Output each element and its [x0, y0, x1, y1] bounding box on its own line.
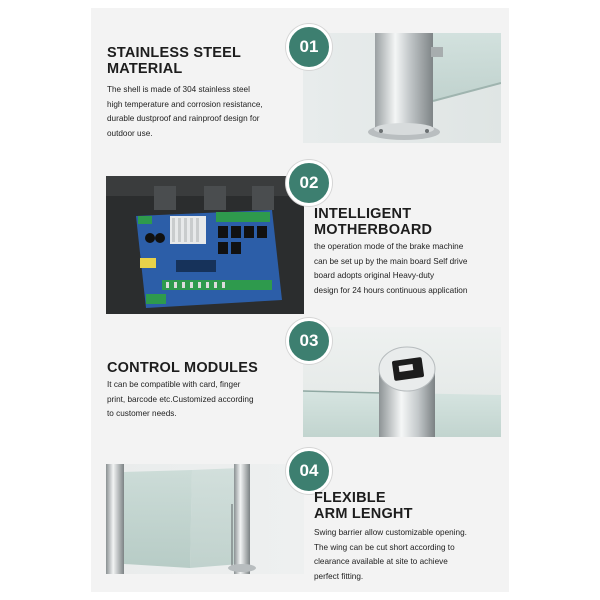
section-2-title	[314, 206, 432, 238]
section-1-desc-line: durable dustproof and rainproof design for	[107, 114, 260, 123]
section-4-number-badge: 04	[286, 448, 332, 494]
section-4-title-line1: FLEXIBLE	[314, 490, 386, 506]
section-1-desc-line: outdoor use.	[107, 128, 153, 138]
section-3-desc-line: It can be compatible with card, finger	[107, 380, 241, 389]
section-4-title-line2: ARM LENGHT	[314, 506, 413, 522]
motherboard-photo	[106, 176, 304, 314]
section-2-description	[314, 240, 467, 298]
section-4-desc-line: clearance available at site to achieve	[314, 557, 448, 566]
swing-barrier-photo	[106, 464, 304, 574]
section-1-desc-line: high temperature and corrosion resistance,	[107, 99, 263, 109]
section-1-title-line2: MATERIAL	[107, 61, 183, 77]
section-4-desc-line: perfect fitting.	[314, 571, 364, 581]
stainless-post-photo	[303, 33, 501, 143]
section-4-desc-line: The wing can be cut short according to	[314, 542, 455, 552]
section-1-number-badge: 01	[286, 24, 332, 70]
section-1-desc-line: The shell is made of 304 stainless steel	[107, 85, 250, 94]
section-2-title-line2: MOTHERBOARD	[314, 222, 433, 238]
section-2-desc-line: design for 24 hours continuous application	[314, 285, 468, 295]
section-2-title-line1: INTELLIGENT	[314, 206, 412, 222]
section-3-description	[107, 378, 254, 422]
section-4-desc-line: Swing barrier allow customizable opening.	[314, 528, 467, 537]
section-1-title-line1: STAINLESS STEEL	[107, 45, 242, 61]
section-3-desc-line: print, barcode etc.Customized according	[107, 394, 254, 404]
section-2-desc-line: board adopts original Heavy-duty	[314, 271, 435, 280]
section-4-title	[314, 490, 413, 522]
section-3-title	[107, 360, 258, 376]
section-4-description	[314, 526, 467, 584]
section-1-description	[107, 83, 263, 141]
section-1-title	[107, 45, 241, 77]
section-3-title-line1: CONTROL MODULES	[107, 360, 258, 376]
section-3-desc-line: to customer needs.	[107, 409, 177, 418]
section-2-number-badge: 02	[286, 160, 332, 206]
section-2-desc-line: can be set up by the main board Self drive	[314, 256, 468, 266]
section-2-desc-line: the operation mode of the brake machine	[314, 242, 464, 251]
section-3-number-badge: 03	[286, 318, 332, 364]
control-module-photo	[303, 327, 501, 437]
